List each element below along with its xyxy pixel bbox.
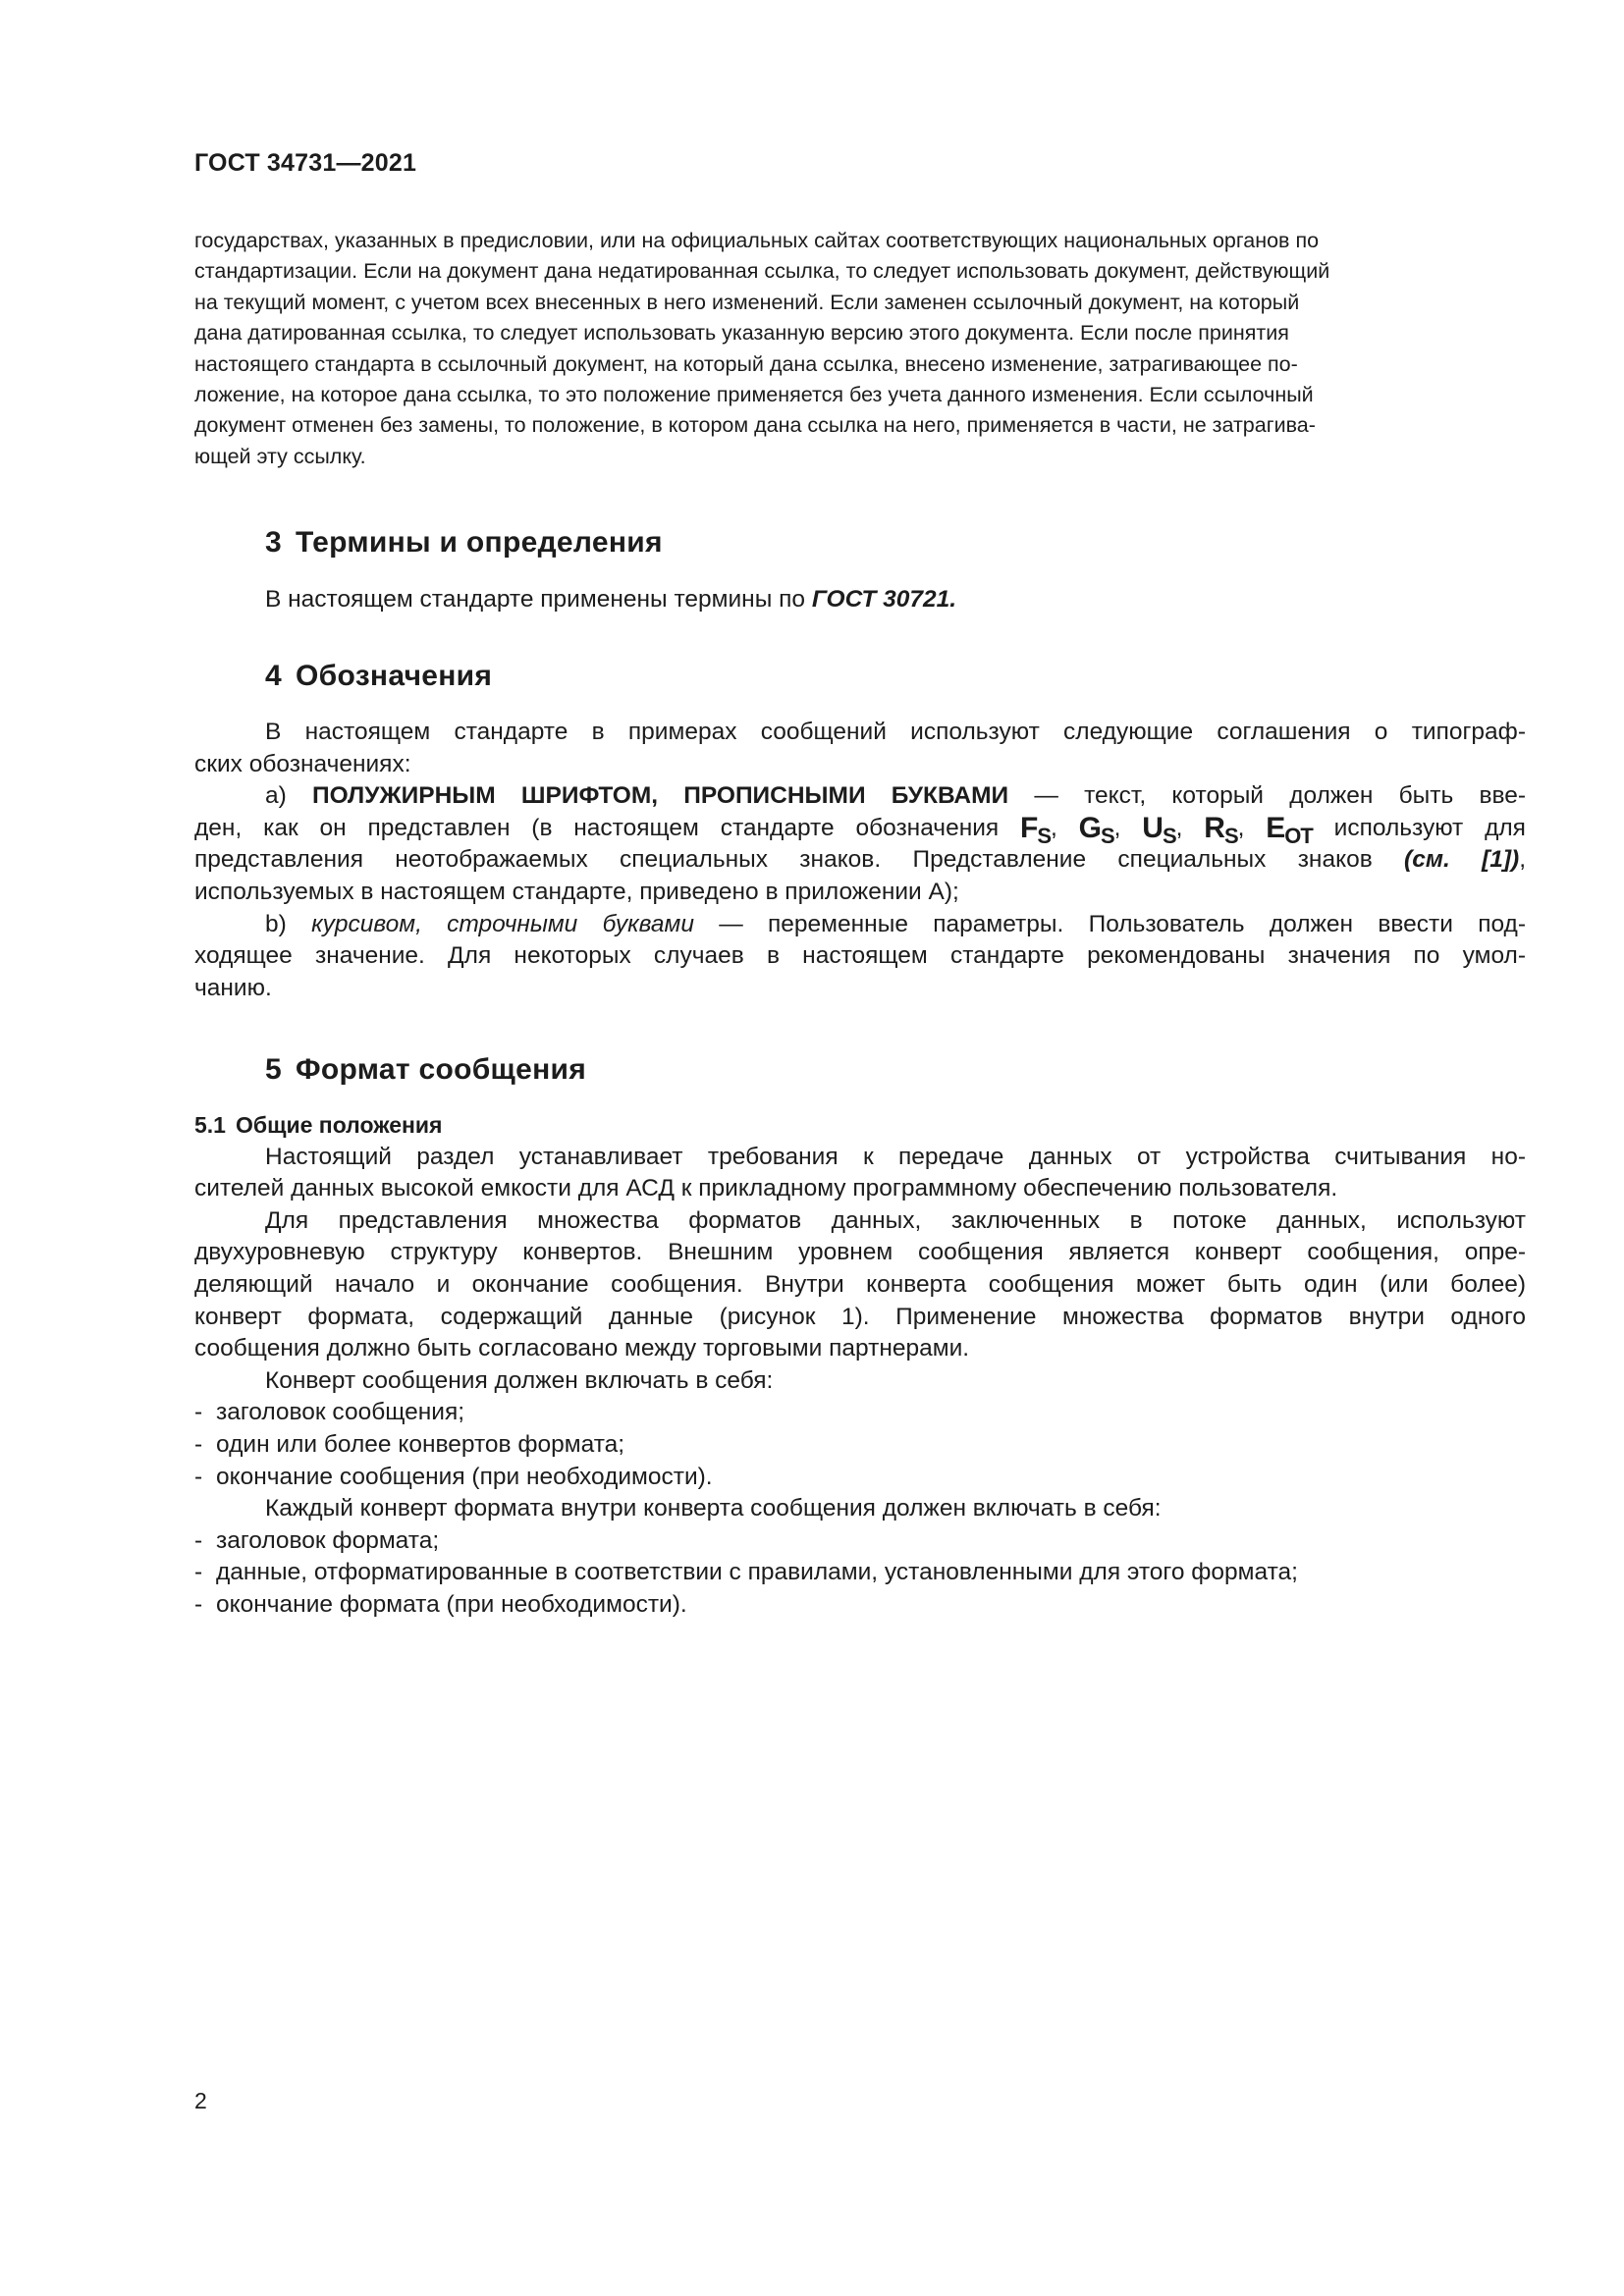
symbol-main: E bbox=[1266, 811, 1285, 844]
symbol-main: R bbox=[1204, 811, 1224, 844]
list-item bbox=[194, 1462, 1526, 1494]
italic-text: курсивом, строчными буквами bbox=[311, 910, 694, 937]
text-fragment: ден, как он представлен (в настоящем стандарте обозначения bbox=[194, 814, 1020, 841]
paragraph-line: ских обозначениях: bbox=[194, 750, 411, 777]
paragraph-line: Конверт сообщения должен включать в себя: bbox=[265, 1366, 774, 1394]
section-3-heading bbox=[265, 526, 663, 560]
text-line: документ отменен без замены, то положение, в котором дана ссылка на него, применяется в части, не затрагива- bbox=[194, 413, 1316, 438]
section-number: 3 bbox=[265, 526, 282, 559]
separator: , bbox=[1113, 814, 1143, 841]
text-line: стандартизации. Если на документ дана недатированная ссылка, то следует использовать документ, действующий bbox=[194, 259, 1330, 284]
text-fragment: В настоящем стандарте применены термины по bbox=[265, 586, 812, 613]
text-line: ложение, на которое дана ссылка, то это положение применяется без учета данного изменения. Если ссылочный bbox=[194, 383, 1314, 407]
list-item bbox=[194, 1557, 1526, 1589]
text-line: дана датированная ссылка, то следует использовать указанную версию этого документа. Если после принятия bbox=[194, 321, 1289, 346]
list-item bbox=[194, 1589, 1526, 1622]
list-item bbox=[194, 1525, 1526, 1558]
section-number: 5 bbox=[265, 1053, 282, 1086]
document-header: ГОСТ 34731—2021 bbox=[194, 149, 417, 177]
intro-paragraph bbox=[194, 226, 1526, 472]
paragraph-line: сообщения должно быть согласовано между торговыми партнерами. bbox=[194, 1335, 970, 1362]
symbol-sub: S bbox=[1037, 823, 1052, 848]
list-item-text: данные, отформатированные в соответствии с правилами, установленными для этого формата; bbox=[216, 1559, 1298, 1586]
paragraph-line: Каждый конверт формата внутри конверта сообщения должен включать в себя: bbox=[265, 1495, 1162, 1522]
symbol-sub: OT bbox=[1284, 823, 1313, 848]
symbol-us bbox=[1142, 811, 1176, 848]
paragraph-line: двухуровневую структуру конвертов. Внешним уровнем сообщения является конверт сообщения, опре- bbox=[194, 1239, 1526, 1266]
section-number: 4 bbox=[265, 660, 282, 692]
dash-marker: - bbox=[194, 1399, 203, 1426]
text-line: государствах, указанных в предисловии, или на официальных сайтах соответствующих национальных органов по bbox=[194, 229, 1320, 252]
section-4-body bbox=[194, 717, 1526, 1004]
list-item-text: заголовок формата; bbox=[216, 1526, 440, 1554]
symbol-main: G bbox=[1078, 811, 1101, 844]
separator: , bbox=[1175, 814, 1205, 841]
section-title: Термины и определения bbox=[296, 526, 663, 559]
page-number: 2 bbox=[194, 2088, 207, 2113]
list-item-a-line bbox=[194, 811, 1526, 848]
text-line: на текущий момент, с учетом всех внесенных в него изменений. Если заменен ссылочный документ, на который bbox=[194, 290, 1300, 314]
paragraph-line: деляющий начало и окончание сообщения. Внутри конверта сообщения может быть один (или более) bbox=[194, 1270, 1526, 1298]
section-3-body bbox=[194, 584, 1526, 616]
list-item-text: один или более конвертов формата; bbox=[216, 1430, 625, 1458]
symbol-main: U bbox=[1142, 811, 1163, 844]
list-item-text: окончание формата (при необходимости). bbox=[216, 1590, 687, 1618]
symbol-fs bbox=[1020, 811, 1052, 848]
text-line: настоящего стандарта в ссылочный документ, на который дана ссылка, внесено изменение, затрагивающее по- bbox=[194, 351, 1298, 376]
text-fragment: — переменные параметры. Пользователь должен ввести под- bbox=[693, 910, 1527, 937]
dash-marker: - bbox=[194, 1526, 203, 1554]
section-title: Формат сообщения bbox=[296, 1053, 587, 1086]
dash-marker: - bbox=[194, 1463, 203, 1490]
section-5-body bbox=[194, 1109, 1526, 1622]
dash-marker: - bbox=[194, 1430, 203, 1458]
paragraph-line: Настоящий раздел устанавливает требования к передаче данных от устройства считывания но- bbox=[265, 1143, 1526, 1170]
list-item-b-line: ходящее значение. Для некоторых случаев в настоящем стандарте рекомендованы значения по умол- bbox=[194, 942, 1526, 970]
symbol-main: F bbox=[1020, 811, 1038, 844]
list-item-a-line bbox=[194, 844, 1526, 877]
symbol-sub: S bbox=[1223, 823, 1238, 848]
list-item bbox=[194, 1397, 1526, 1429]
symbol-gs bbox=[1078, 811, 1114, 848]
text-line: ющей эту ссылку. bbox=[194, 444, 366, 468]
bold-text: ПОЛУЖИРНЫМ ШРИФТОМ, ПРОПИСНЫМИ БУКВАМИ bbox=[312, 782, 1009, 810]
symbol-rs bbox=[1204, 811, 1238, 848]
subsection-heading bbox=[194, 1109, 1526, 1142]
text-fragment: используют для bbox=[1312, 814, 1526, 841]
list-item-a-line bbox=[194, 780, 1526, 813]
section-5-heading bbox=[265, 1053, 586, 1087]
subsection-title: Общие положения bbox=[235, 1112, 443, 1138]
section-4-heading bbox=[265, 660, 492, 693]
list-item-b-line: чанию. bbox=[194, 974, 272, 1001]
text-fragment: , bbox=[1519, 846, 1526, 874]
text-fragment: — текст, который должен быть вве- bbox=[1008, 782, 1527, 810]
dash-marker: - bbox=[194, 1590, 203, 1618]
section-title: Обозначения bbox=[296, 660, 493, 692]
symbol-sub: S bbox=[1162, 823, 1176, 848]
list-marker: a) bbox=[265, 782, 312, 810]
symbol-sub: S bbox=[1100, 823, 1114, 848]
list-item-a-line: используемых в настоящем стандарте, приведено в приложении А); bbox=[194, 878, 959, 905]
paragraph-line: конверт формата, содержащий данные (рисунок 1). Применение множества форматов внутри одного bbox=[194, 1303, 1526, 1330]
dash-marker: - bbox=[194, 1559, 203, 1586]
subsection-number: 5.1 bbox=[194, 1112, 226, 1138]
list-item-b-line bbox=[194, 909, 1526, 941]
bibliography-reference: (см. [1]) bbox=[1404, 846, 1520, 874]
standard-reference: ГОСТ 30721. bbox=[811, 586, 957, 613]
separator: , bbox=[1237, 814, 1267, 841]
list-item-text: окончание сообщения (при необходимости). bbox=[216, 1463, 713, 1490]
list-item-text: заголовок сообщения; bbox=[216, 1399, 465, 1426]
paragraph-line: В настоящем стандарте в примерах сообщений используют следующие соглашения о типограф- bbox=[265, 719, 1526, 745]
paragraph-line: Для представления множества форматов данных, заключенных в потоке данных, используют bbox=[265, 1206, 1526, 1234]
separator: , bbox=[1051, 814, 1079, 841]
paragraph-line: сителей данных высокой емкости для АСД к прикладному программному обеспечению пользователя. bbox=[194, 1175, 1338, 1202]
list-item bbox=[194, 1429, 1526, 1462]
symbol-eot bbox=[1266, 811, 1313, 848]
text-fragment: представления неотображаемых специальных знаков. Представление специальных знаков bbox=[194, 846, 1405, 874]
list-marker: b) bbox=[265, 910, 312, 937]
